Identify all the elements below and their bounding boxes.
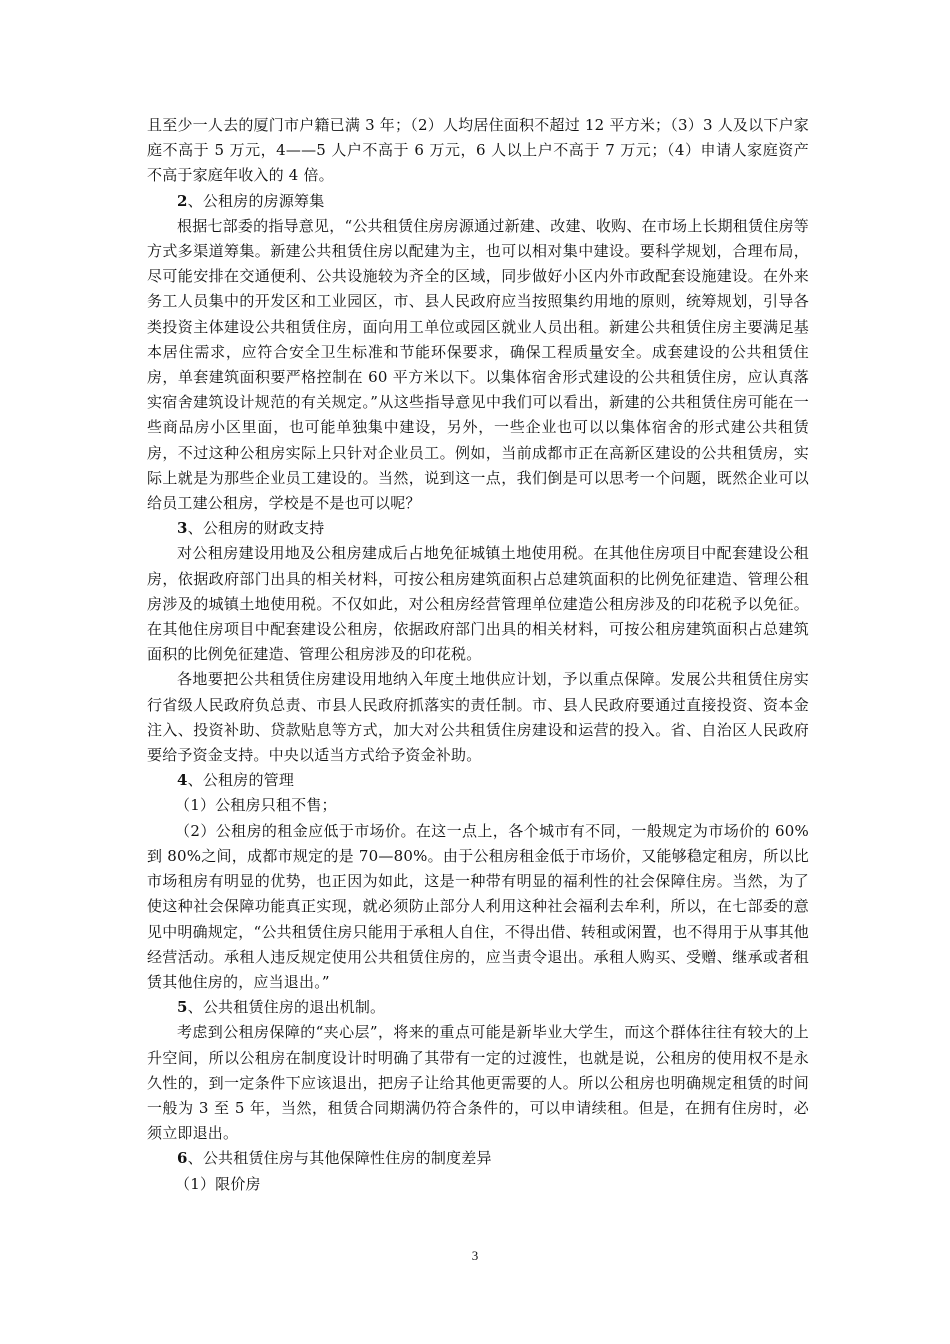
section-number: 5 — [177, 998, 188, 1017]
section-heading-6 — [147, 1146, 809, 1171]
section-heading-4 — [147, 768, 809, 793]
section-title: 、公租房的财政支持 — [187, 519, 325, 538]
page-number: 3 — [471, 1248, 479, 1263]
paragraph-continuation: 且至少一人去的厦门市户籍已满 3 年；（2）人均居住面积不超过 12 平方米；（3）3 人及以下户家庭不高于 5 万元，4——5 人户不高于 6 万元，6 人以上户不高于 7 万元；（4）申请人家庭资产不高于家庭年收入的 4 倍。 — [147, 116, 809, 185]
list-item: （1）限价房 — [175, 1174, 261, 1193]
section-title: 、公租房的管理 — [187, 771, 295, 790]
section-heading-2 — [147, 189, 809, 214]
section-title: 、公共租赁住房与其他保障性住房的制度差异 — [187, 1149, 492, 1168]
section-number: 3 — [177, 519, 188, 538]
section-heading-5 — [147, 995, 809, 1020]
list-item: （1）公租房只租不售； — [175, 796, 337, 815]
section-heading-3 — [147, 516, 809, 541]
section-title: 、公租房的房源筹集 — [187, 191, 325, 210]
section-number: 6 — [177, 1149, 188, 1168]
section-title: 、公共租赁住房的退出机制。 — [187, 998, 386, 1017]
paragraph: 考虑到公租房保障的“夹心层”，将来的重点可能是新毕业大学生，而这个群体往往有较大的上升空间，所以公租房在制度设计时明确了其带有一定的过渡性，也就是说，公租房的使用权不是永久性的，到一定条件下应该退出，把房子让给其他更需要的人。所以公租房也明确规定租赁的时间一般为 3 至 5 年，当然，租赁合同期满仍符合条件的，可以申请续租。但是，在拥有住房时，必须立即退出。 — [147, 1023, 809, 1143]
paragraph: 根据七部委的指导意见，“公共租赁住房房源通过新建、改建、收购、在市场上长期租赁住房等方式多渠道筹集。新建公共租赁住房以配建为主，也可以相对集中建设。要科学规划，合理布局，尽可能安排在交通便利、公共设施较为齐全的区域，同步做好小区内外市政配套设施建设。在外来务工人员集中的开发区和工业园区，市、县人民政府应当按照集约用地的原则，统筹规划，引导各类投资主体建设公共租赁住房，面向用工单位或园区就业人员出租。新建公共租赁住房主要满足基本居住需求，应符合安全卫生标准和节能环保要求，确保工程质量安全。成套建设的公共租赁住房，单套建筑面积要严格控制在 60 平方米以下。以集体宿舍形式建设的公共租赁住房，应认真落实宿舍建筑设计规范的有关规定。”从这些指导意见中我们可以看出，新建的公共租赁住房可能在一些商品房小区里面，也可能单独集中建设，另外，一些企业也可以以集体宿舍的形式建公共租赁房，不过这种公租房实际上只针对企业员工。例如，当前成都市正在高新区建设的公共租赁房，实际上就是为那些企业员工建设的。当然，说到这一点，我们倒是可以思考一个问题，既然企业可以给员工建公租房，学校是不是也可以呢？ — [147, 216, 809, 513]
section-number: 4 — [177, 771, 188, 790]
list-item: （2）公租房的租金应低于市场价。在这一点上，各个城市有不同，一般规定为市场价的 60%到 80%之间，成都市规定的是 70—80%。由于公租房租金低于市场价，又能够稳定租房，所以比市场租房有明显的优势，也正因为如此，这是一种带有明显的福利性的社会保障住房。当然，为了使这种社会保障功能真正实现，就必须防止部分人利用这种社会福利去牟利，所以，在七部委的意见中明确规定，“公共租赁住房只能用于承租人自住，不得出借、转租或闲置，也不得用于从事其他经营活动。承租人违反规定使用公共租赁住房的，应当责令退出。承租人购买、受赠、继承或者租赁其他住房的，应当退出。” — [147, 821, 809, 991]
paragraph: 对公租房建设用地及公租房建成后占地免征城镇土地使用税。在其他住房项目中配套建设公租房，依据政府部门出具的相关材料，可按公租房建筑面积占总建筑面积的比例免征建造、管理公租房涉及的城镇土地使用税。不仅如此，对公租房经营管理单位建造公租房涉及的印花税予以免征。在其他住房项目中配套建设公租房，依据政府部门出具的相关材料，可按公租房建筑面积占总建筑面积的比例免征建造、管理公租房涉及的印花税。 — [147, 544, 809, 664]
body-text — [147, 113, 809, 1197]
section-number: 2 — [177, 191, 188, 210]
paragraph: 各地要把公共租赁住房建设用地纳入年度土地供应计划，予以重点保障。发展公共租赁住房实行省级人民政府负总责、市县人民政府抓落实的责任制。市、县人民政府要通过直接投资、资本金注入、投资补助、贷款贴息等方式，加大对公共租赁住房建设和运营的投入。省、自治区人民政府要给予资金支持。中央以适当方式给予资金补助。 — [147, 670, 809, 765]
